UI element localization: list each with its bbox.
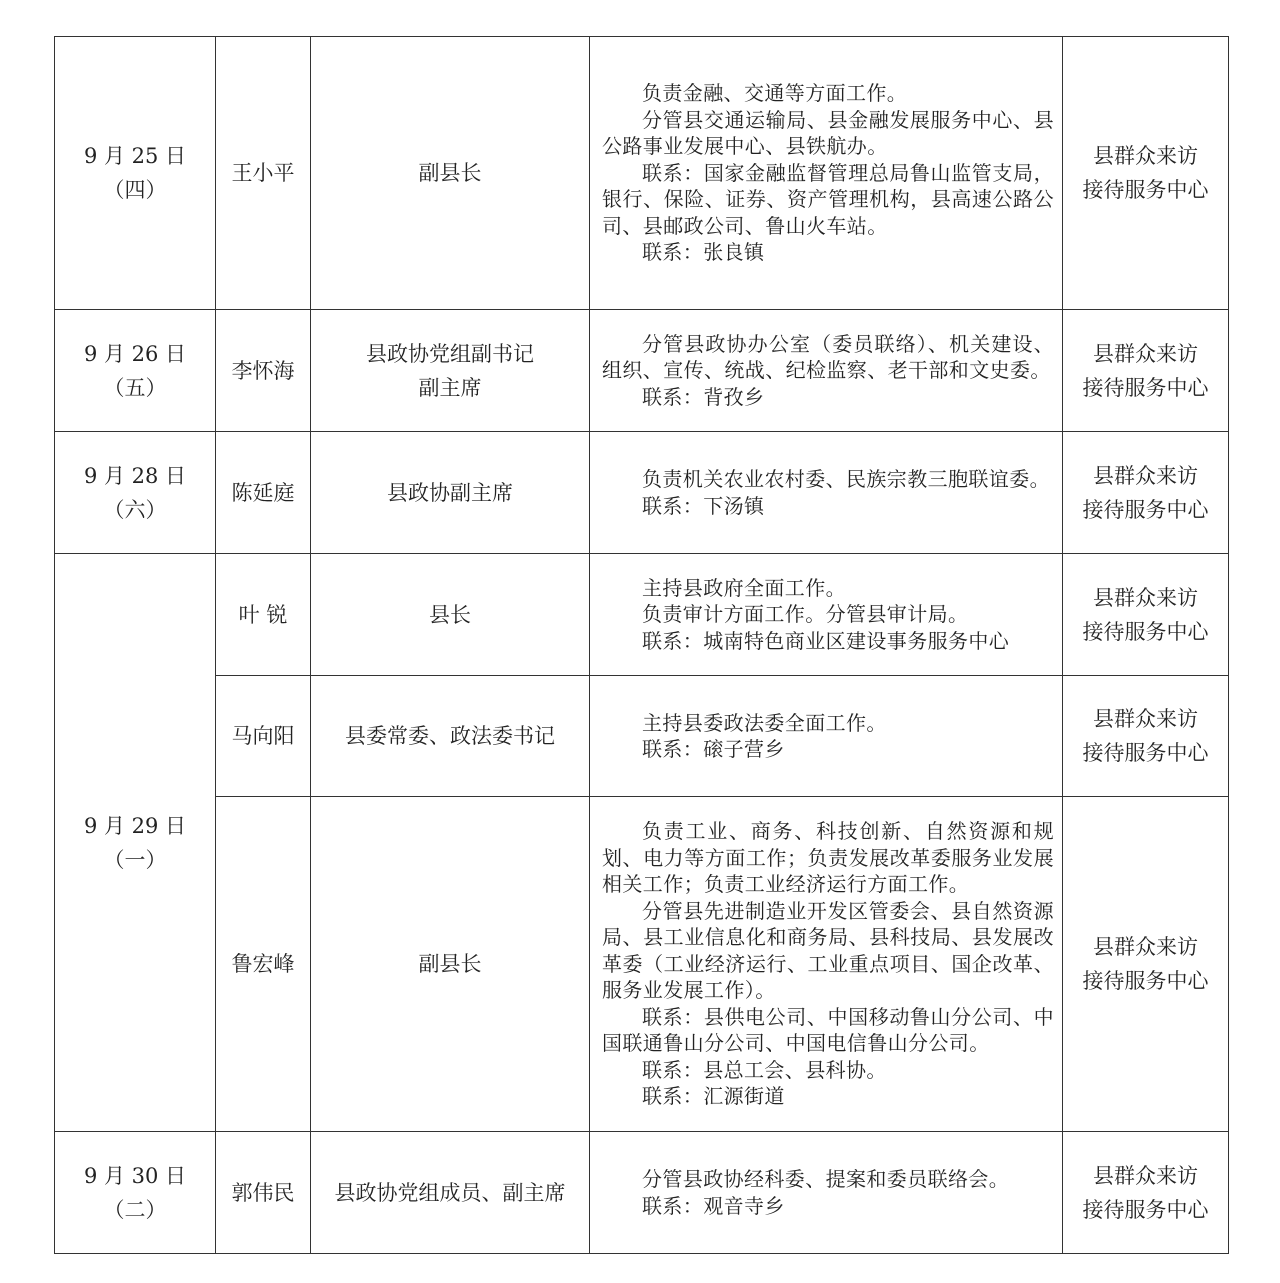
table-row <box>55 432 1229 554</box>
duty-line: 联系：张良镇 <box>642 240 765 265</box>
place-line: 县群众来访 <box>1093 707 1198 731</box>
duty-line: 分管县交通运输局、县金融发展服务中心、县公路事业发展中心、县铁航办。 <box>602 107 1054 159</box>
position-line: 县政协党组副书记 <box>366 341 534 366</box>
weekday: （二） <box>103 1197 167 1222</box>
place-line: 接待服务中心 <box>1082 741 1209 765</box>
date-cell <box>55 310 216 432</box>
duty-line: 分管县政协办公室（委员联络）、机关建设、组织、宣传、统战、纪检监察、老干部和文史委。 <box>602 331 1054 383</box>
duties-cell <box>590 37 1063 310</box>
duty-line: 联系：汇源街道 <box>642 1084 785 1109</box>
place-cell <box>1063 37 1229 310</box>
duty-line: 负责工业、商务、科技创新、自然资源和规划、电力等方面工作；负责发展改革委服务业发展相关工作；负责工业经济运行方面工作。 <box>602 819 1054 897</box>
place-line: 县群众来访 <box>1093 585 1198 610</box>
date: 9 月 28 日 <box>83 463 187 488</box>
duty-line: 主持县政府全面工作。 <box>642 575 846 600</box>
place-cell <box>1063 797 1229 1132</box>
name-cell: 马向阳 <box>216 676 311 797</box>
name-cell: 叶 锐 <box>216 554 311 676</box>
place-line: 接待服务中心 <box>1082 497 1209 522</box>
place-line: 县群众来访 <box>1093 1163 1198 1188</box>
duty-line: 联系：磙子营乡 <box>642 737 785 761</box>
place-line: 接待服务中心 <box>1082 178 1209 202</box>
table-row <box>55 797 1229 1132</box>
name-cell: 鲁宏峰 <box>216 797 311 1132</box>
place-cell <box>1063 310 1229 432</box>
place-line: 接待服务中心 <box>1082 619 1209 644</box>
position-line: 副县长 <box>418 161 482 185</box>
duties-cell <box>590 432 1063 554</box>
reception-schedule-table <box>54 36 1229 1254</box>
date: 9 月 30 日 <box>83 1163 187 1188</box>
place-line: 县群众来访 <box>1093 935 1198 959</box>
place-cell <box>1063 432 1229 554</box>
name-cell: 陈延庭 <box>216 432 311 554</box>
position-cell <box>311 37 590 310</box>
name-cell: 李怀海 <box>216 310 311 432</box>
place-cell <box>1063 554 1229 676</box>
date: 9 月 29 日 <box>83 813 187 838</box>
date: 9 月 25 日 <box>83 144 187 168</box>
duties-cell <box>590 797 1063 1132</box>
table-row <box>55 1132 1229 1254</box>
position-line: 副主席 <box>418 375 482 400</box>
place-line: 接待服务中心 <box>1082 969 1209 993</box>
duties-cell <box>590 1132 1063 1254</box>
weekday: （一） <box>103 847 167 872</box>
duty-line: 负责金融、交通等方面工作。 <box>642 81 908 106</box>
duty-line: 分管县政协经科委、提案和委员联络会。 <box>642 1167 1010 1191</box>
weekday: （五） <box>103 375 167 400</box>
duty-line: 负责机关农业农村委、民族宗教三胞联谊委。 <box>642 467 1050 491</box>
table-row <box>55 676 1229 797</box>
table-row <box>55 37 1229 310</box>
position-line: 县政协副主席 <box>387 480 513 505</box>
duty-line: 联系：背孜乡 <box>642 384 765 409</box>
position-line: 县政协党组成员、副主席 <box>334 1180 566 1205</box>
duty-line: 联系：下汤镇 <box>642 493 765 518</box>
place-cell <box>1063 676 1229 797</box>
duty-line: 联系：县总工会、县科协。 <box>642 1057 887 1082</box>
position-line: 副县长 <box>418 952 482 976</box>
position-cell <box>311 310 590 432</box>
duty-line: 分管县先进制造业开发区管委会、县自然资源局、县工业信息化和商务局、县科技局、县发展改革委（工业经济运行、工业重点项目、国企改革、服务业发展工作）。 <box>602 898 1054 1003</box>
duties-cell <box>590 310 1063 432</box>
position-cell <box>311 797 590 1132</box>
position-cell <box>311 676 590 797</box>
weekday: （四） <box>103 178 167 202</box>
position-cell <box>311 554 590 676</box>
position-cell <box>311 1132 590 1254</box>
position-line: 县长 <box>429 602 471 627</box>
duties-cell <box>590 554 1063 676</box>
duty-line: 联系：观音寺乡 <box>642 1193 785 1218</box>
date-cell <box>55 554 216 1132</box>
place-line: 县群众来访 <box>1093 341 1198 366</box>
position-cell <box>311 432 590 554</box>
position-line: 县委常委、政法委书记 <box>345 724 555 748</box>
duty-line: 联系：国家金融监督管理总局鲁山监管支局，银行、保险、证券、资产管理机构，县高速公路公司、县邮政公司、鲁山火车站。 <box>602 160 1054 238</box>
weekday: （六） <box>103 497 167 522</box>
duty-line: 联系：县供电公司、中国移动鲁山分公司、中国联通鲁山分公司、中国电信鲁山分公司。 <box>602 1004 1054 1056</box>
place-line: 接待服务中心 <box>1082 1197 1209 1222</box>
duty-line: 负责审计方面工作。分管县审计局。 <box>642 602 969 627</box>
duties-cell <box>590 676 1063 797</box>
duty-line: 联系：城南特色商业区建设事务服务中心 <box>642 628 1010 653</box>
place-cell <box>1063 1132 1229 1254</box>
name-cell: 郭伟民 <box>216 1132 311 1254</box>
table-row <box>55 310 1229 432</box>
place-line: 接待服务中心 <box>1082 375 1209 400</box>
date-cell <box>55 432 216 554</box>
date: 9 月 26 日 <box>83 341 187 366</box>
place-line: 县群众来访 <box>1093 144 1198 168</box>
place-line: 县群众来访 <box>1093 463 1198 488</box>
duty-line: 主持县委政法委全面工作。 <box>642 710 887 735</box>
date-cell <box>55 1132 216 1254</box>
table-row <box>55 554 1229 676</box>
name-cell: 王小平 <box>216 37 311 310</box>
date-cell <box>55 37 216 310</box>
